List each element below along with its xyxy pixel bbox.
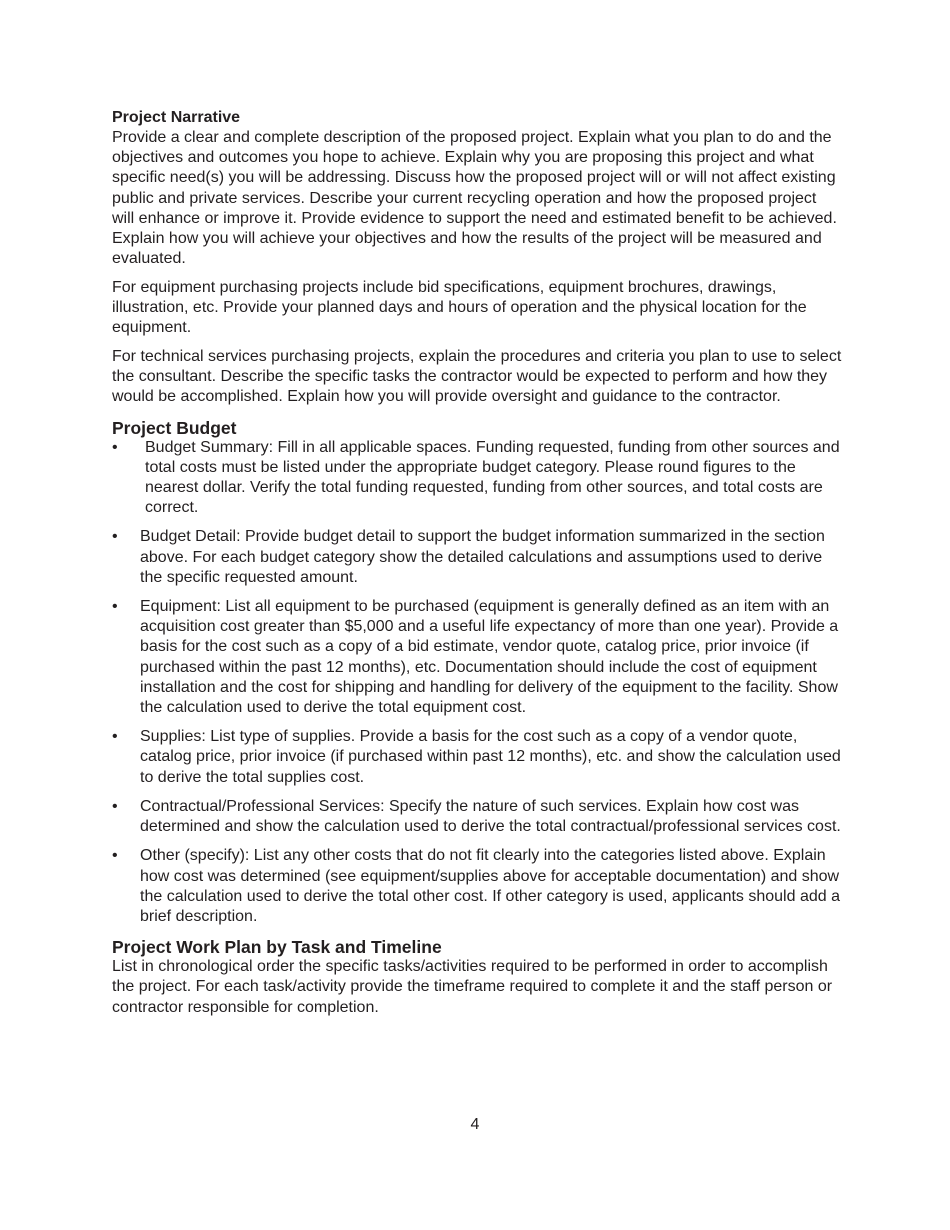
budget-list-item bbox=[112, 527, 842, 588]
budget-summary-text: Budget Summary: Fill in all applicable spaces. Funding requested, funding from other sources and total costs must be listed under the appropriate budget category. Please round figures to the nearest dollar. Verify the total funding requested, funding from other sources, and total costs are correct. bbox=[145, 438, 840, 517]
other-specify-text: Other (specify): List any other costs that do not fit clearly into the categories listed above. Explain how cost was determined (see equipment/supplies above for acceptable documentation) and show the calculation used to derive the total other cost. If other category is used, applicants should add a brief description. bbox=[140, 847, 840, 925]
narrative-paragraph: For technical services purchasing projects, explain the procedures and criteria you plan to use to select the consultant. Describe the specific tasks the contractor would be expected to perform and how they would be accomplished. Explain how you will provide oversight and guidance to the contractor. bbox=[112, 348, 842, 406]
project-budget-section bbox=[112, 418, 842, 927]
narrative-paragraph: Provide a clear and complete description of the proposed project. Explain what you plan to do and the objectives and outcomes you hope to achieve. Explain why you are proposing this project and what specific need(s) you will be addressing. Discuss how the proposed project will or will not affect existing public and private services. Describe your current recycling operation and how the proposed project will enhance or improve it. Provide evidence to support the need and estimated benefit to be achieved. Explain how you will achieve your objectives and how the results of the project will be measured and evaluated. bbox=[112, 129, 837, 268]
budget-list-item bbox=[112, 727, 842, 788]
narrative-paragraph: For equipment purchasing projects include bid specifications, equipment brochures, drawings, illustration, etc. Provide your planned days and hours of operation and the physical location for the equipment. bbox=[112, 278, 807, 337]
equipment-text: Equipment: List all equipment to be purchased (equipment is generally defined as an item with an acquisition cost greater than $5,000 and a useful life expectancy of more than one year). Provide a basis for the cost such as a copy of a bid estimate, vendor quote, catalog price, prior invoice (if purchased within the past 12 months), etc. Documentation should include the cost of equipment installation and the cost for shipping and handling for delivery of the equipment to the facility. Show the calculation used to derive the total equipment cost. bbox=[140, 598, 839, 717]
bullet-icon: • bbox=[112, 847, 118, 865]
work-plan-paragraph: List in chronological order the specific tasks/activities required to be performed in order to accomplish the project. For each task/activity provide the timeframe required to complete it and the staff person or contractor responsible for completion. bbox=[112, 958, 833, 1016]
budget-list-item bbox=[112, 438, 842, 519]
work-plan-heading: Project Work Plan by Task and Timeline bbox=[112, 937, 442, 958]
work-plan-section bbox=[112, 937, 842, 1018]
budget-list-item bbox=[112, 797, 842, 837]
budget-bullet-list bbox=[112, 438, 842, 927]
budget-detail-text: Budget Detail: Provide budget detail to support the budget information summarized in the section above. For each budget category show the detailed calculations and assumptions used to derive the specific requested amount. bbox=[140, 528, 825, 586]
bullet-icon: • bbox=[112, 797, 118, 815]
project-narrative-heading: Project Narrative bbox=[112, 109, 241, 126]
project-budget-heading: Project Budget bbox=[112, 417, 237, 438]
project-narrative-section bbox=[112, 108, 842, 408]
budget-list-item bbox=[112, 846, 842, 927]
budget-list-item bbox=[112, 597, 842, 718]
supplies-text: Supplies: List type of supplies. Provide a basis for the cost such as a copy of a vendor quote, catalog price, prior invoice (if purchased within past 12 months), etc. and show the calculation used to derive the total supplies cost. bbox=[140, 728, 841, 786]
page-number: 4 bbox=[470, 1116, 480, 1133]
bullet-icon: • bbox=[112, 438, 118, 456]
contractual-services-text: Contractual/Professional Services: Specify the nature of such services. Explain how cost was determined and show the calculation used to derive the total contractual/professional services cost. bbox=[140, 797, 841, 836]
bullet-icon: • bbox=[112, 598, 118, 616]
bullet-icon: • bbox=[112, 728, 118, 746]
document-page bbox=[112, 108, 842, 1026]
bullet-icon: • bbox=[112, 528, 118, 546]
